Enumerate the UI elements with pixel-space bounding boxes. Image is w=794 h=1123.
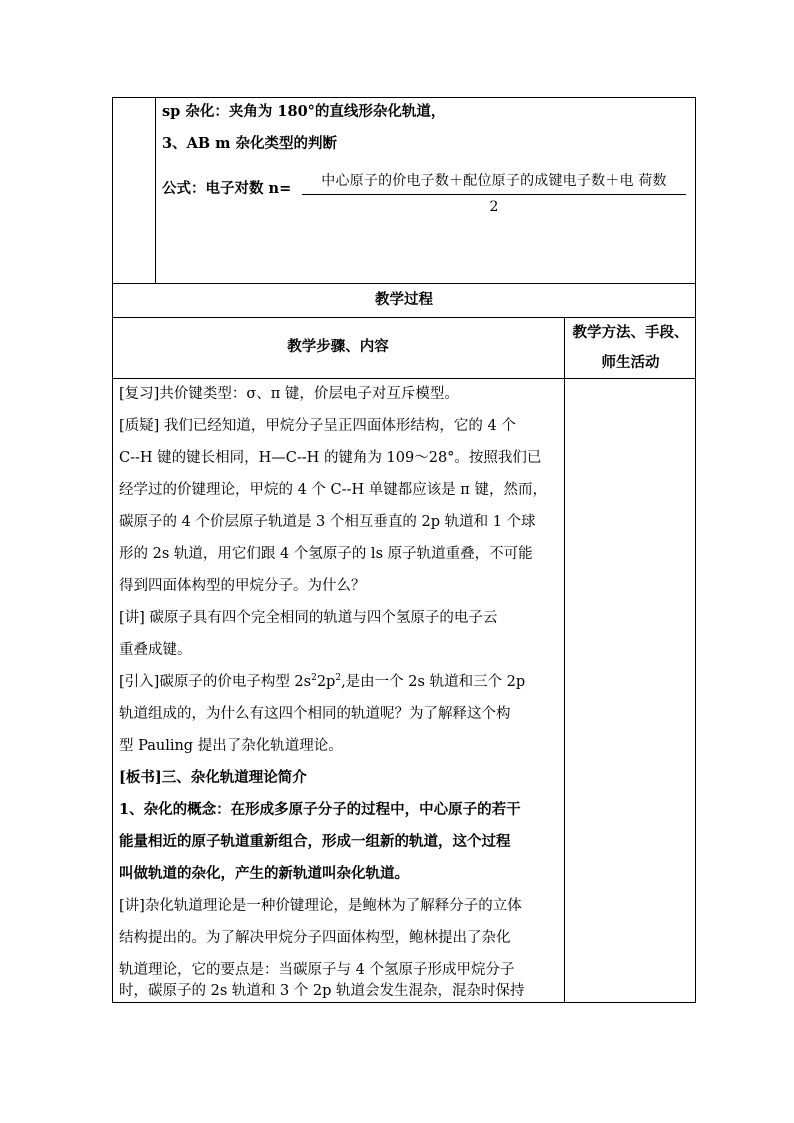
body-line: 时，碳原子的 2s 轨道和 3 个 2p 轨道会发生混杂，混杂时保持 xyxy=(119,983,525,999)
top-section-divider xyxy=(155,97,156,283)
intro-pre: [引入]碳原子的价电子构型 2s xyxy=(119,674,312,690)
intro-mid: 2p xyxy=(316,674,336,690)
body-line: 轨道理论，它的要点是：当碳原子与 4 个氢原子形成甲烷分子 xyxy=(119,962,515,978)
body-line: 形的 2s 轨道，用它们跟 4 个氢原子的 ls 原子轨道重叠，不可能 xyxy=(119,546,533,562)
body-line: [复习]共价键类型：σ、π 键，价层电子对互斥模型。 xyxy=(119,386,459,402)
body-line: 得到四面体构型的甲烷分子。为什么？ xyxy=(119,578,366,594)
body-line: [质疑] 我们已经知道，甲烷分子呈正四面体形结构，它的 4 个 xyxy=(119,418,516,434)
concept-line: 1、杂化的概念：在形成多原子分子的过程中，中心原子的若干 xyxy=(119,801,521,818)
intro-post: ,是由一个 2s 轨道和三个 2p xyxy=(341,674,526,690)
formula-numerator: 中心原子的价电子数＋配位原子的成键电子数＋电 荷数 xyxy=(321,173,667,189)
body-line: 经学过的价键理论，甲烷的 4 个 C--H 单键都应该是 π 键，然而， xyxy=(119,482,547,498)
sp-hybrid-line: sp 杂化：夹角为 180°的直线形杂化轨道， xyxy=(162,103,446,120)
formula-label: 公式：电子对数 n= xyxy=(162,180,292,197)
rule-1 xyxy=(112,283,696,284)
fraction-bar xyxy=(302,194,686,195)
rule-2 xyxy=(112,317,696,318)
table-border-top xyxy=(112,97,696,98)
intro-line xyxy=(119,672,525,692)
body-line: 结构提出的。为了解决甲烷分子四面体构型，鲍林提出了杂化 xyxy=(119,930,511,946)
concept-line: 能量相近的原子轨道重新组合，形成一组新的轨道，这个过程 xyxy=(119,833,511,850)
board-heading: [板书]三、杂化轨道理论简介 xyxy=(119,769,307,786)
body-line: C--H 键的键长相同，H—C--H 的键角为 109～28°。按照我们已 xyxy=(119,450,542,466)
section-title: 教学过程 xyxy=(375,291,433,308)
intro-sup-2: 2 xyxy=(335,673,342,683)
body-line: [讲]杂化轨道理论是一种价键理论，是鲍林为了解释分子的立体 xyxy=(119,898,522,914)
body-line: 重叠成键。 xyxy=(119,642,192,658)
concept-line: 叫做轨道的杂化，产生的新轨道叫杂化轨道。 xyxy=(119,865,409,882)
table-border-right xyxy=(695,97,696,1003)
body-line: 碳原子的 4 个价层原子轨道是 3 个相互垂直的 2p 轨道和 1 个球 xyxy=(119,514,536,530)
col-right-header-2: 师生活动 xyxy=(601,354,660,371)
lesson-plan-table xyxy=(112,97,696,1003)
col-right-header-1: 教学方法、手段、 xyxy=(572,324,689,341)
intro-sup-1: 2 xyxy=(311,673,317,683)
body-line: 型 Pauling 提出了杂化轨道理论。 xyxy=(119,738,343,754)
table-border-left xyxy=(112,97,113,1003)
formula-denominator: 2 xyxy=(489,199,499,215)
abm-heading: 3、AB m 杂化类型的判断 xyxy=(162,135,338,152)
table-border-bottom xyxy=(112,1002,696,1003)
rule-3 xyxy=(112,378,696,379)
body-line: 轨道组成的，为什么有这四个相同的轨道呢？为了解释这个构 xyxy=(119,706,511,722)
col-left-header: 教学步骤、内容 xyxy=(287,338,389,355)
body-line: [讲] 碳原子具有四个完全相同的轨道与四个氢原子的电子云 xyxy=(119,610,498,626)
column-divider xyxy=(564,317,565,1003)
